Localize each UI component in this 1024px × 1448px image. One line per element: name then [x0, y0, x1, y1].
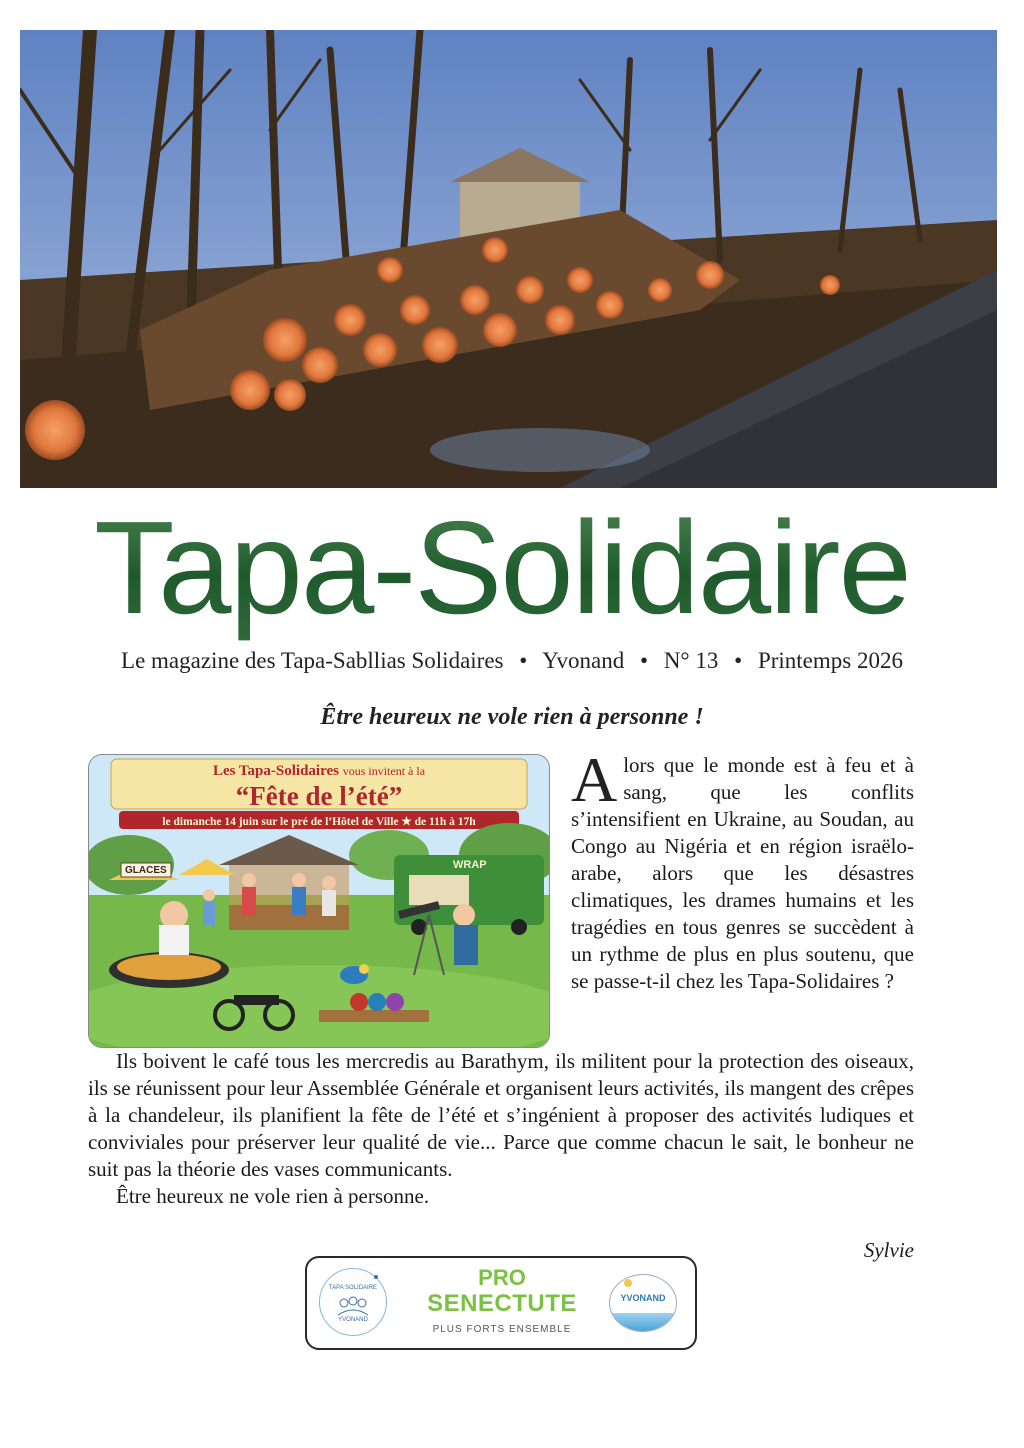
- poster-brand: Les Tapa-Solidaires: [212, 763, 339, 779]
- cover-photo-illustration: [20, 30, 997, 488]
- sun-icon: [624, 1279, 632, 1287]
- article-signature: Sylvie: [863, 1238, 914, 1262]
- cover-photo: [20, 30, 997, 488]
- article-body: [88, 1048, 914, 1210]
- lake-wave-icon: [610, 1313, 676, 1331]
- pro-senectute-line1: PRO: [478, 1265, 526, 1290]
- subtitle-separator: •: [640, 648, 649, 673]
- subtitle-separator: •: [734, 648, 743, 673]
- poster-event-title: “Fête de l’été”: [235, 781, 403, 811]
- masthead: [0, 488, 1024, 648]
- poster-event-details: le dimanche 14 juin sur le pré de l’Hôtel de Ville ★ de 11h à 17h: [162, 816, 476, 828]
- poster-sign-wrap: WRAP: [453, 859, 487, 871]
- event-poster: [88, 754, 550, 1048]
- partner-logos-box: [305, 1256, 697, 1350]
- poster-invite: vous invitent à la: [342, 764, 426, 778]
- article-paragraph: Être heureux ne vole rien à personne.: [116, 1184, 430, 1208]
- yvonand-logo: [609, 1274, 677, 1332]
- tapa-logo-people-icon: [320, 1269, 386, 1335]
- tapa-logo-top-text: TAPA SOLIDAIRE: [328, 1285, 378, 1291]
- poster-sign-glaces: GLACES: [125, 865, 167, 876]
- intro-text: lors que le monde est à feu et à sang, que les conflits s’intensifient en Ukraine, au Soudan, au Congo au Nigéria et en région israëlo-arabe, alors que les désastres climatiques, les drames humains et les tragédies en tous genres se succèdent à un rythme de plus en plus soutenu, que se passe-t-il chez les Tapa-Solidaires ?: [571, 753, 914, 993]
- article-paragraph: Ils boivent le café tous les mercredis au Barathym, ils militent pour la protection des oiseaux, ils se réunissent pour leur Assemblée Générale et organisent leurs activités, ils mangent des crêpes à la chandeleur, ils planifient la fête de l’été et s’ingénient à proposer des activités ludiques et conviviales pour préserver leur qualité de vie... Parce que comme chacun le sait, le bonheur ne suit pas la théorie des vases communicants.: [88, 1049, 914, 1181]
- yvonand-logo-text: YVONAND: [620, 1293, 666, 1303]
- tapa-logo-bottom-text: YVONAND: [338, 1317, 368, 1323]
- masthead-subtitle: [0, 648, 1024, 674]
- magazine-title: Tapa-Solidaire: [0, 488, 1024, 648]
- tapa-solidaire-logo: [319, 1268, 387, 1336]
- article-headline: Être heureux ne vole rien à personne !: [320, 704, 704, 730]
- pro-senectute-line2: SENECTUTE: [427, 1290, 577, 1317]
- pro-senectute-tagline: PLUS FORTS ENSEMBLE: [432, 1324, 572, 1335]
- pro-senectute-logo: [407, 1266, 597, 1335]
- publication-name: Le magazine des Tapa-Sabllias Solidaires: [121, 648, 504, 673]
- subtitle-separator: •: [519, 648, 528, 673]
- article-intro: [571, 744, 914, 995]
- poster-invite-line: [89, 763, 549, 780]
- issue-number: N° 13: [663, 648, 719, 673]
- dropcap-letter: A: [571, 744, 618, 815]
- issue-season: Printemps 2026: [757, 648, 903, 673]
- publication-place: Yvonand: [542, 648, 625, 673]
